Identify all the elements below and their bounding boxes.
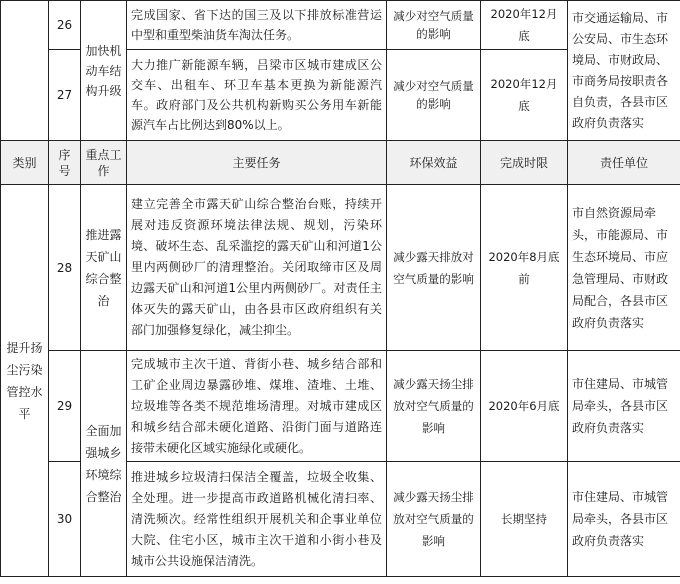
task-cell: 推进城乡垃圾清扫保洁全覆盖，垃圾全收集、全处理。进一步提高市政道路机械化清扫率、清洗频次。经常性组织开展机关和企事业单位大院、住宅小区，城市主次干道和小街小巷及城市公共设施保洁清洗。	[127, 462, 387, 577]
task-cell: 建立完善全市露天矿山综合整治台账，持续开展对违反资源环境法律法规、规划，污染环境、破坏生态、乱采滥挖的露天矿山和河道1公里内两侧砂厂的清理整治。关闭取缔市区及周边露天矿山和河道1公里内两侧砂厂。对责任主体灭失的露天矿山，由各县市区政府组织有关部门加强修复绿化，减尘抑尘。	[127, 185, 387, 351]
header-number: 序号	[49, 141, 81, 185]
deadline-cell: 2020年8月底前	[481, 185, 568, 351]
focus-work-cell: 加快机动车结构升级	[81, 1, 127, 141]
header-deadline: 完成时限	[481, 141, 568, 185]
table-row	[1, 185, 680, 351]
benefit-cell: 减少露天扬尘排放对空气质量的影响	[387, 462, 481, 577]
benefit-cell: 减少对空气质量的影响	[387, 50, 481, 141]
row-number: 28	[49, 185, 81, 351]
deadline-cell: 2020年6月底	[481, 351, 568, 462]
benefit-cell: 减少对空气质量的影响	[387, 1, 481, 50]
task-cell: 大力推广新能源车辆，吕梁市区城市建成区公交车、出租车、环卫车基本更换为新能源汽车。政府部门及公共机构新购买公务用车新能源汽车占比例达到80%以上。	[127, 50, 387, 141]
category-cell: 提升扬尘污染管控水平	[1, 185, 49, 577]
responsible-cell: 市交通运输局、市公安局、市生态环境局、市财政局、市商务局按职责各自负责，各县市区政府负责落实	[568, 1, 680, 141]
deadline-cell: 长期坚持	[481, 462, 568, 577]
header-responsible: 责任单位	[568, 141, 680, 185]
benefit-cell: 减少露天扬尘排放对空气质量的影响	[387, 351, 481, 462]
task-cell: 完成城市主次干道、背街小巷、城乡结合部和工矿企业周边暴露砂堆、煤堆、渣堆、土堆、垃圾堆等各类不规范堆场清理。对城市建成区和城乡结合部未硬化道路、沿街门面与道路连接带未硬化区域实施绿化或硬化。	[127, 351, 387, 462]
focus-work-cell: 全面加强城乡环境综合整治	[81, 351, 127, 577]
header-focus-work: 重点工作	[81, 141, 127, 185]
row-number: 27	[49, 50, 81, 141]
table-row	[1, 351, 680, 462]
table-row	[1, 1, 680, 50]
row-number: 29	[49, 351, 81, 462]
header-env-benefit: 环保效益	[387, 141, 481, 185]
table-header-row	[1, 141, 680, 185]
header-main-task: 主要任务	[127, 141, 387, 185]
responsible-cell: 市自然资源局牵头，市能源局、市生态环境局、市应急管理局、市财政局配合，各县市区政府负责落实	[568, 185, 680, 351]
deadline-cell: 2020年12月底	[481, 50, 568, 141]
category-cell-empty	[1, 1, 49, 141]
focus-work-cell: 推进露天矿山综合整治	[81, 185, 127, 351]
responsible-cell: 市住建局、市城管局牵头，各县市区政府负责落实	[568, 351, 680, 462]
header-category: 类别	[1, 141, 49, 185]
task-cell: 完成国家、省下达的国三及以下排放标准营运中型和重型柴油货车淘汰任务。	[127, 1, 387, 50]
row-number: 26	[49, 1, 81, 50]
deadline-cell: 2020年12月底	[481, 1, 568, 50]
benefit-cell: 减少露天排放对空气质量的影响	[387, 185, 481, 351]
responsible-cell: 市住建局、市城管局牵头，各县市区政府负责落实	[568, 462, 680, 577]
row-number: 30	[49, 462, 81, 577]
